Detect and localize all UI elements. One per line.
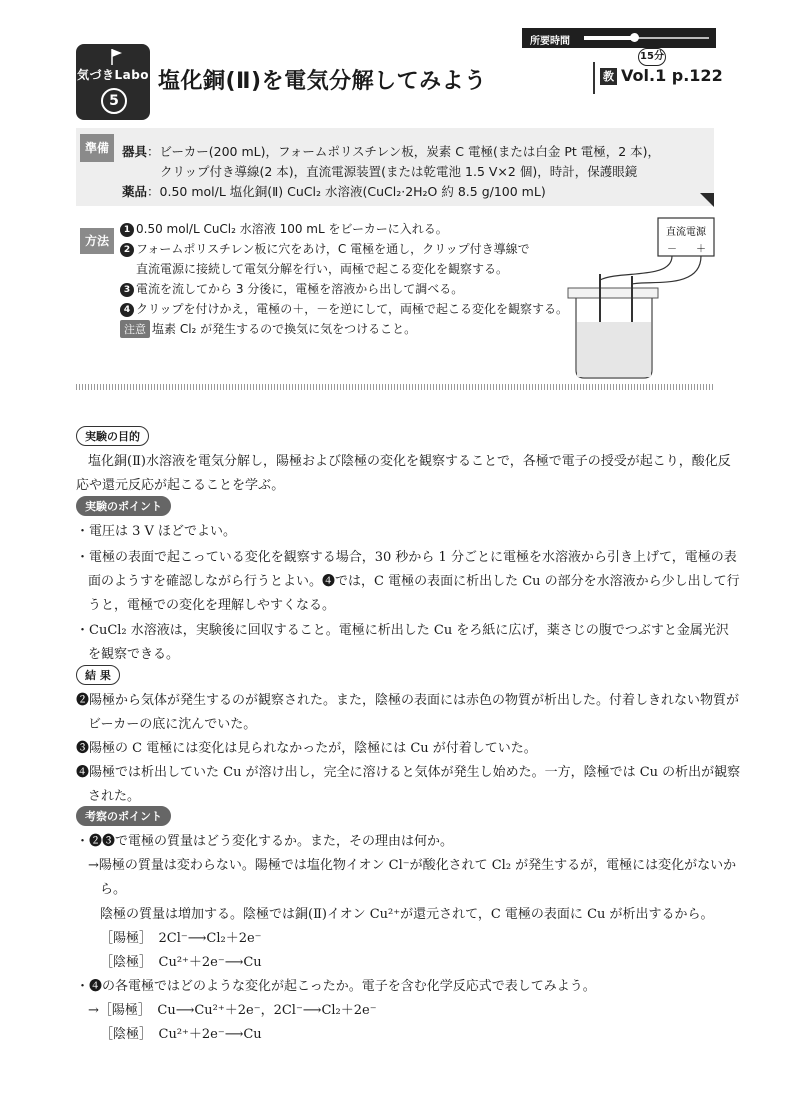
- discussion-line: →陽極の質量は変わらない。陽極では塩化物イオン Cl⁻が酸化されて Cl₂ が発生するが，電極には変化がないか: [88, 858, 737, 873]
- time-label: 所要時間: [530, 36, 570, 47]
- results-line: ❸陽極の C 電極には変化は見られなかったが，陰極には Cu が付着していた。: [76, 741, 537, 756]
- equipment-line-2: クリップ付き導線(2 本)，直流電源装置(または乾電池 1.5 V×2 個)，時計，保護眼鏡: [160, 164, 638, 179]
- caution-text: 塩素 Cl₂ が発生するので換気に気をつけること。: [152, 322, 417, 336]
- corner-marker: [700, 193, 714, 207]
- power-supply-label: 直流電源: [666, 227, 706, 238]
- badge-label: 気づきLabo: [76, 68, 150, 82]
- polystyrene-board: [568, 288, 658, 298]
- reagent-line: [122, 182, 546, 200]
- textbook-reference: Vol.1 p.122: [621, 66, 723, 85]
- equipment-label: 器具: [122, 144, 148, 159]
- results-line: ❹陽極では析出していた Cu が溶け出し，完全に溶けると気体が発生し始めた。一方，陰極では Cu の析出が観察: [76, 765, 741, 780]
- preparation-tag: 準備: [80, 134, 114, 162]
- page-title: 塩化銅(Ⅱ)を電気分解してみよう: [158, 69, 487, 94]
- time-fill: [584, 36, 634, 40]
- method-step-2: [120, 240, 530, 257]
- points-line: を観察できる。: [88, 647, 180, 662]
- header-divider: [593, 62, 595, 94]
- points-line: ・電極の表面で起こっている変化を観察する場合，30 秒から 1 分ごとに電極を水溶液から引き上げて，電極の表: [76, 550, 737, 565]
- reagent-label: 薬品: [122, 184, 148, 199]
- method-step-4: [120, 300, 568, 317]
- textbook-icon: 教: [600, 68, 617, 85]
- caution-badge: 注意: [120, 320, 150, 338]
- step-number: 1: [120, 223, 134, 237]
- discussion-equation: →［陽極］ Cu⟶Cu²⁺＋2e⁻，2Cl⁻⟶Cl₂＋2e⁻: [88, 1003, 377, 1018]
- plus-terminal: ＋: [696, 244, 706, 255]
- purpose-line-1: 塩化銅(Ⅱ)水溶液を電気分解し，陽極および陰極の変化を観察することで，各極で電子の授受が起こり，酸化反: [88, 454, 731, 469]
- results-line: ❷陽極から気体が発生するのが観察された。また，陰極の表面には赤色の物質が析出した。付着しきれない物質が: [76, 693, 740, 708]
- step-number: 3: [120, 283, 134, 297]
- step-text: クリップを付けかえ，電極の＋，－を逆にして，両極で起こる変化を観察する。: [136, 302, 569, 316]
- points-line: 面のようすを確認しながら行うとよい。❹では，C 電極の表面に析出した Cu の部分を水溶液から少し出して行: [88, 574, 740, 589]
- step-number: 2: [120, 243, 134, 257]
- discussion-heading: 考察のポイント: [76, 806, 171, 826]
- time-value-badge: 15分: [638, 48, 666, 66]
- step-number: 4: [120, 303, 134, 317]
- method-step-3: [120, 280, 463, 297]
- purpose-line-2: 応や還元反応が起こることを学ぶ。: [76, 478, 285, 493]
- discussion-line: ・❹の各電極ではどのような変化が起こったか。電子を含む化学反応式で表してみよう。: [76, 979, 596, 994]
- minus-terminal: －: [667, 244, 677, 255]
- lead-wire-minus: [600, 256, 672, 280]
- section-divider: [76, 384, 714, 390]
- equipment-line-1: [122, 142, 660, 160]
- results-line: ビーカーの底に沈んでいた。: [88, 717, 257, 732]
- flag-icon: [110, 48, 124, 66]
- purpose-heading: 実験の目的: [76, 426, 149, 446]
- discussion-line: ら。: [100, 882, 127, 897]
- discussion-line: ・❷❸で電極の質量はどう変化するか。また，その理由は何か。: [76, 834, 454, 849]
- method-tag: 方法: [80, 228, 114, 254]
- required-time-bar: [522, 28, 716, 48]
- solution: [577, 322, 651, 377]
- discussion-equation: ［陽極］ 2Cl⁻⟶Cl₂＋2e⁻: [100, 931, 262, 946]
- discussion-equation: ［陰極］ Cu²⁺＋2e⁻⟶Cu: [100, 1027, 262, 1042]
- electrolysis-apparatus-illustration: [560, 210, 720, 382]
- points-line: ・CuCl₂ 水溶液は，実験後に回収すること。電極に析出した Cu をろ紙に広げ，薬さじの腹でつぶすと金属光沢: [76, 623, 729, 638]
- points-heading: 実験のポイント: [76, 496, 171, 516]
- method-step-1: [120, 220, 448, 237]
- points-line: うと，電極での変化を理解しやすくなる。: [88, 598, 336, 613]
- step-text: 電流を流してから 3 分後に，電極を溶液から出して調べる。: [136, 282, 464, 296]
- labo-badge: [76, 44, 150, 120]
- discussion-equation: ［陰極］ Cu²⁺＋2e⁻⟶Cu: [100, 955, 262, 970]
- step-text: 0.50 mol/L CuCl₂ 水溶液 100 mL をビーカーに入れる。: [136, 222, 448, 236]
- discussion-line: 陰極の質量は増加する。陰極では銅(Ⅱ)イオン Cu²⁺が還元されて，C 電極の表面に Cu が析出するから。: [100, 907, 714, 922]
- results-heading: 結 果: [76, 665, 120, 685]
- badge-number: 5: [101, 88, 127, 114]
- step-text: フォームポリスチレン板に穴をあけ，C 電極を通し，クリップ付き導線で: [136, 242, 530, 256]
- points-line: ・電圧は 3 V ほどでよい。: [76, 524, 237, 539]
- method-step-2-cont: 直流電源に接続して電気分解を行い，両極で起こる変化を観察する。: [136, 262, 509, 276]
- reagent-text: ：0.50 mol/L 塩化銅(Ⅱ) CuCl₂ 水溶液(CuCl₂·2H₂O 約 8.5 g/100 mL): [147, 184, 546, 199]
- results-line: された。: [88, 789, 141, 804]
- time-marker: [630, 33, 639, 42]
- equipment-text-1: ：ビーカー(200 mL)，フォームポリスチレン板，炭素 C 電極(または白金 Pt 電極，2 本)，: [147, 144, 661, 159]
- lead-wire-plus: [632, 256, 701, 284]
